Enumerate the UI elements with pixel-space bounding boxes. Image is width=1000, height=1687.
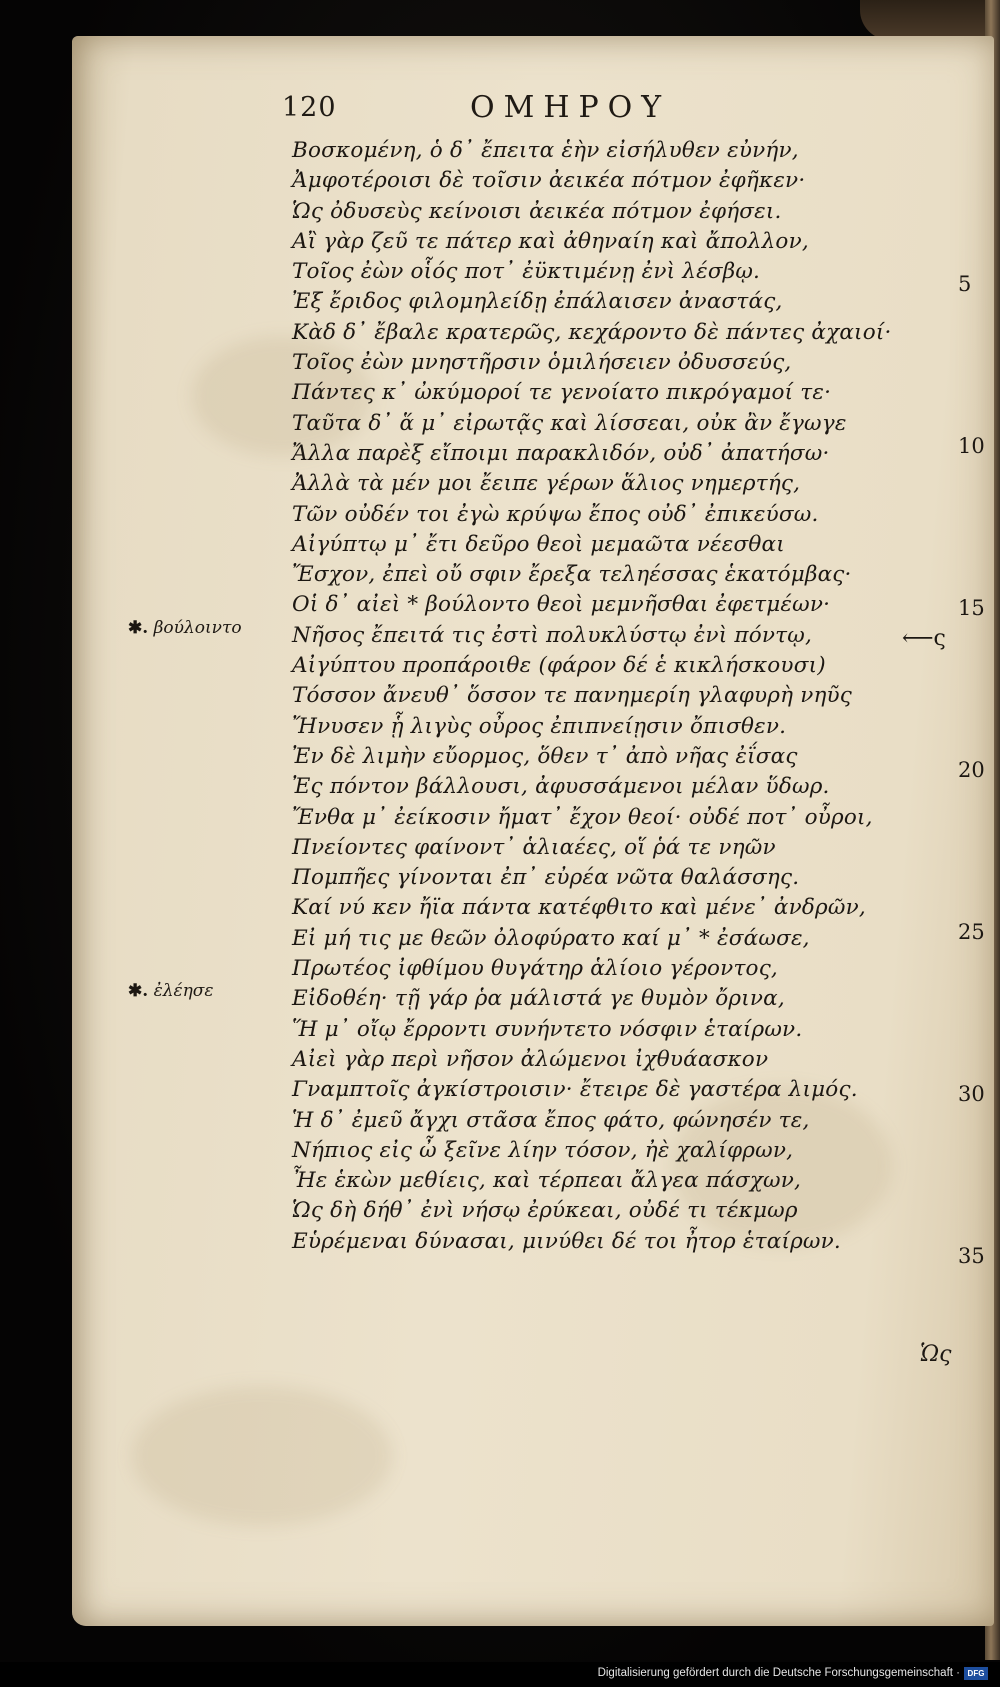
verse-line: Νήπιος εἰς ὦ ξεῖνε λίην τόσον, ἠὲ χαλίφρων, (292, 1137, 794, 1163)
verse-line: Τόσσον ἄνευθ᾽ ὅσσον τε πανημερίη γλαφυρὴ νηῦς (292, 683, 853, 709)
line-number: 30 (958, 1082, 985, 1106)
verse-line: Ἀμφοτέροισι δὲ τοῖσιν ἀεικέα πότμον ἐφῆκεν· (292, 168, 806, 194)
verse-line: Βοσκομένη, ὁ δ᾽ ἔπειτα ἑὴν εἰσήλυθεν εὐνήν, (292, 138, 799, 163)
verse-line: Πάντες κ᾽ ὠκύμοροί τε γενοίατο πικρόγαμοί τε· (292, 380, 832, 406)
book-corner (860, 0, 1000, 40)
footer-bar (0, 1662, 1000, 1687)
funding-credit: Digitalisierung gefördert durch die Deutsche Forschungsgemeinschaft · (597, 1667, 960, 1679)
verse-line: Ὡς δὴ δήθ᾽ ἐνὶ νήσῳ ἐρύκεαι, οὐδέ τι τέκμωρ (292, 1198, 798, 1224)
verse-line: Ἐν δὲ λιμὴν εὔορμος, ὅθεν τ᾽ ἀπὸ νῆας ἐΐσας (292, 743, 798, 769)
variant-asterisk-icon: ✱. (128, 981, 149, 1001)
verse-line: Κὰδ δ᾽ ἔβαλε κρατερῶς, κεχάροντο δὲ πάντες ἀχαιοί· (292, 319, 892, 345)
running-title: ΟΜΗΡΟΥ (470, 90, 671, 125)
verse-line: Ἐξ ἔριδος φιλομηλείδῃ ἐπάλαισεν ἀναστάς, (292, 289, 783, 315)
dfg-logo-icon: DFG (964, 1667, 988, 1680)
page-number: 120 (282, 92, 337, 123)
verse-block (292, 136, 932, 1257)
verse-line: Ἐς πόντον βάλλουσι, ἀφυσσάμενοι μέλαν ὕδωρ. (292, 774, 830, 800)
verse-line: Νῆσος ἔπειτά τις ἐστὶ πολυκλύστῳ ἐνὶ πόντῳ, (292, 622, 813, 648)
verse-line: Τοῖος ἐὼν μνηστῆρσιν ὁμιλήσειεν ὀδυσσεύς, (292, 350, 792, 376)
variant-reading: βούλοιντο (153, 618, 242, 638)
variant-reading: ἐλέησε (153, 981, 214, 1001)
verse-line: Ἦε ἑκὼν μεθίεις, καὶ τέρπεαι ἄλγεα πάσχων, (292, 1168, 802, 1194)
verse-line: Ὡς ὀδυσεὺς κείνοισι ἀεικέα πότμον ἐφήσει. (292, 198, 782, 224)
line-number: 10 (958, 434, 985, 458)
verse-line: Πνείοντες φαίνοντ᾽ ἁλιαέες, οἵ ῥά τε νηῶν (292, 834, 776, 860)
verse-line: Εἰ μή τις με θεῶν ὀλοφύρατο καί μ᾽ * ἐσάωσε, (292, 925, 810, 951)
marginal-hand-mark: ⟵ς (902, 626, 946, 651)
verse-line: Τοῖος ἐὼν οἷός ποτ᾽ ἐϋκτιμένῃ ἐνὶ λέσβῳ. (292, 259, 761, 285)
line-number: 25 (958, 920, 985, 944)
running-header (0, 92, 1000, 136)
verse-line: Αἰγύπτου προπάροιθε (φάρον δέ ἑ κικλήσκουσι) (292, 653, 826, 679)
verse-line: Ἤνυσεν ᾗ λιγὺς οὖρος ἐπιπνείῃσιν ὄπισθεν. (292, 713, 787, 739)
verse-line: Αἰεὶ γὰρ περὶ νῆσον ἀλώμενοι ἰχθυάασκον (292, 1046, 769, 1072)
verse-line: Πρωτέος ἰφθίμου θυγάτηρ ἁλίοιο γέροντος, (292, 956, 778, 982)
verse-line: Ἡ δ᾽ ἐμεῦ ἄγχι στᾶσα ἔπος φάτο, φώνησέν τε, (292, 1107, 810, 1133)
margin-variant-note (128, 618, 242, 638)
verse-line: Αἲ γὰρ ζεῦ τε πάτερ καὶ ἀθηναίη καὶ ἄπολλον, (292, 228, 809, 254)
verse-line: Ταῦτα δ᾽ ἅ μ᾽ εἰρωτᾷς καὶ λίσσεαι, οὐκ ἂν ἔγωγε (292, 410, 847, 436)
verse-line: Ἀλλὰ τὰ μέν μοι ἔειπε γέρων ἅλιος νημερτής, (292, 471, 801, 497)
verse-line: Εὑρέμεναι δύνασαι, μινύθει δέ τοι ἦτορ ἑταίρων. (292, 1228, 841, 1254)
verse-line: Πομπῆες γίνονται ἐπ᾽ εὐρέα νῶτα θαλάσσης. (292, 865, 800, 891)
catchword: Ὡς (920, 1342, 952, 1367)
line-number: 20 (958, 758, 985, 782)
verse-line: Ἄλλα παρὲξ εἴποιμι παρακλιδόν, οὐδ᾽ ἀπατήσω· (292, 440, 830, 466)
verse-line: Ἔνθα μ᾽ ἐείκοσιν ἤματ᾽ ἔχον θεοί· οὐδέ ποτ᾽ οὖροι, (292, 804, 873, 830)
line-number: 5 (958, 272, 972, 296)
verse-line: Ἔσχον, ἐπεὶ οὔ σφιν ἔρεξα τεληέσσας ἑκατόμβας· (292, 562, 852, 588)
paper-stain (132, 1386, 392, 1526)
verse-line: Ἥ μ᾽ οἴῳ ἔρροντι συνήντετο νόσφιν ἑταίρων. (292, 1016, 803, 1042)
margin-variant-note (128, 981, 214, 1001)
verse-line: Καί νύ κεν ἤϊα πάντα κατέφθιτο καὶ μένε᾽ ἀνδρῶν, (292, 895, 866, 921)
verse-line: Αἰγύπτῳ μ᾽ ἔτι δεῦρο θεοὶ μεμαῶτα νέεσθαι (292, 531, 785, 557)
verse-line: Τῶν οὐδέν τοι ἐγὼ κρύψω ἔπος οὐδ᾽ ἐπικεύσω. (292, 501, 819, 527)
variant-asterisk-icon: ✱. (128, 618, 149, 638)
line-number: 15 (958, 596, 985, 620)
verse-line: Εἰδοθέη· τῇ γάρ ῥα μάλιστά γε θυμὸν ὄρινα, (292, 986, 785, 1012)
verse-line: Οἱ δ᾽ αἰεὶ * βούλοντο θεοὶ μεμνῆσθαι ἐφετμέων· (292, 592, 831, 618)
verse-line: Γναμπτοῖς ἀγκίστροισιν· ἔτειρε δὲ γαστέρα λιμός. (292, 1077, 858, 1103)
line-number: 35 (958, 1244, 985, 1268)
